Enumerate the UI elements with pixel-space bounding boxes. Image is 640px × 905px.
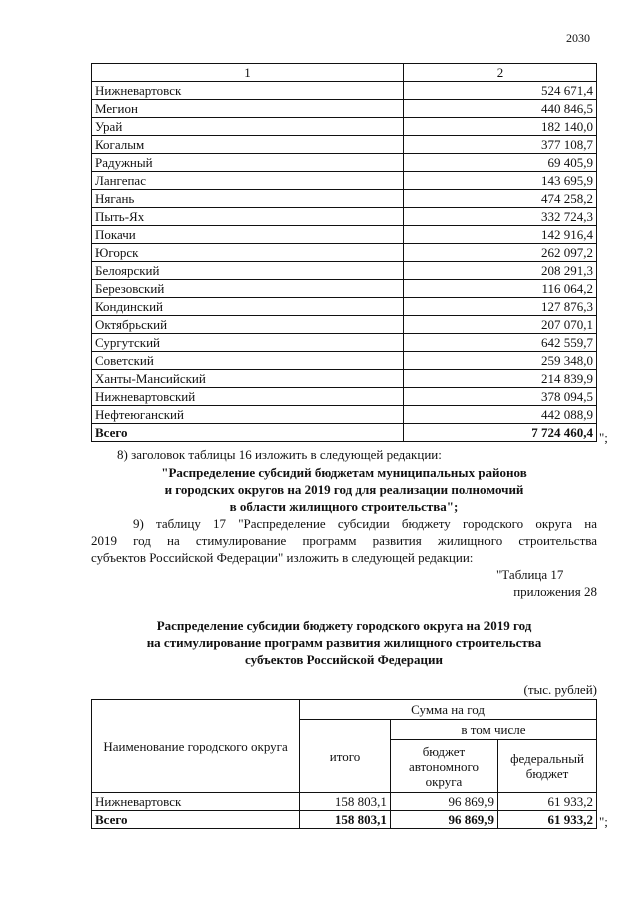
table-17-row [92, 793, 597, 811]
row-value: 182 140,0 [404, 118, 597, 136]
row-value: 377 108,7 [404, 136, 597, 154]
row-name: Когалым [92, 136, 404, 154]
header-incl: в том числе [390, 720, 596, 740]
row-name: Октябрьский [92, 316, 404, 334]
table-row [92, 190, 597, 208]
row-fed: 61 933,2 [498, 793, 597, 811]
table-17-ref-line-2: приложения 28 [513, 584, 597, 599]
row-value: 69 405,9 [404, 154, 597, 172]
table-row [92, 316, 597, 334]
row-name: Мегион [92, 100, 404, 118]
row-value: 143 695,9 [404, 172, 597, 190]
row-name: Березовский [92, 280, 404, 298]
row-value: 332 724,3 [404, 208, 597, 226]
table-row [92, 352, 597, 370]
row-value: 207 070,1 [404, 316, 597, 334]
title-17-line-2: на стимулирование программ развития жилищного строительства [146, 635, 542, 650]
table-row [92, 154, 597, 172]
heading-16-line-2: и городских округов на 2019 год для реализации полномочий [164, 482, 524, 497]
table-row [92, 298, 597, 316]
total-name: Всего [92, 424, 404, 442]
column-header-1: 1 [92, 64, 404, 82]
total-value: 7 724 460,4 [404, 424, 597, 442]
table-row [92, 82, 597, 100]
header-itogo: итого [300, 720, 391, 793]
heading-16-line-1: "Распределение субсидий бюджетам муниципальных районов [161, 465, 527, 480]
units-label: (тыс. рублей) [523, 682, 597, 697]
table-row [92, 370, 597, 388]
total-itogo: 158 803,1 [300, 811, 391, 829]
table-row [92, 244, 597, 262]
page-number: 2030 [566, 31, 590, 45]
table-row [92, 388, 597, 406]
table-row [92, 118, 597, 136]
table-row [92, 136, 597, 154]
row-name: Нижневартовск [92, 82, 404, 100]
row-value: 208 291,3 [404, 262, 597, 280]
row-name: Белоярский [92, 262, 404, 280]
row-auto: 96 869,9 [390, 793, 497, 811]
row-value: 214 839,9 [404, 370, 597, 388]
item-9-line-1: 9) таблицу 17 "Распределение субсидии бюджету городского округа на [133, 516, 597, 531]
row-value: 127 876,3 [404, 298, 597, 316]
table-row [92, 262, 597, 280]
row-name: Урай [92, 118, 404, 136]
table-17-header-row-1 [92, 700, 597, 720]
row-name: Советский [92, 352, 404, 370]
table-total-row [92, 424, 597, 442]
row-name: Кондинский [92, 298, 404, 316]
table-16-body [92, 64, 597, 442]
table-17 [91, 699, 597, 829]
table-row [92, 280, 597, 298]
row-name: Нягань [92, 190, 404, 208]
title-17-line-3: субъектов Российской Федерации [245, 652, 443, 667]
table-17-total-row [92, 811, 597, 829]
total-name: Всего [92, 811, 300, 829]
total-auto: 96 869,9 [390, 811, 497, 829]
row-value: 440 846,5 [404, 100, 597, 118]
quote-end-table-16: "; [599, 430, 608, 445]
heading-16-line-3: в области жилищного строительства"; [229, 499, 459, 514]
table-header-row [92, 64, 597, 82]
row-name: Нижневартовский [92, 388, 404, 406]
header-sum: Сумма на год [300, 700, 597, 720]
quote-end-table-17: "; [599, 814, 608, 829]
row-value: 524 671,4 [404, 82, 597, 100]
row-name: Ханты-Мансийский [92, 370, 404, 388]
total-fed: 61 933,2 [498, 811, 597, 829]
row-value: 262 097,2 [404, 244, 597, 262]
header-fed: федеральный бюджет [498, 740, 597, 793]
header-name: Наименование городского округа [92, 700, 300, 793]
table-17-ref-line-1: "Таблица 17 [496, 567, 564, 582]
row-name: Сургутский [92, 334, 404, 352]
row-value: 378 094,5 [404, 388, 597, 406]
column-header-2: 2 [404, 64, 597, 82]
row-value: 474 258,2 [404, 190, 597, 208]
row-value: 259 348,0 [404, 352, 597, 370]
item-9-line-2: 2019 год на стимулирование программ развития жилищного строительства [91, 533, 597, 548]
title-17-line-1: Распределение субсидии бюджету городского округа на 2019 год [156, 618, 532, 633]
header-auto: бюджет автономного округа [390, 740, 497, 793]
table-16 [91, 63, 597, 442]
table-row [92, 406, 597, 424]
row-itogo: 158 803,1 [300, 793, 391, 811]
row-name: Югорск [92, 244, 404, 262]
row-value: 642 559,7 [404, 334, 597, 352]
row-name: Радужный [92, 154, 404, 172]
row-value: 142 916,4 [404, 226, 597, 244]
table-row [92, 208, 597, 226]
row-name: Нефтеюганский [92, 406, 404, 424]
table-row [92, 100, 597, 118]
row-value: 442 088,9 [404, 406, 597, 424]
row-name: Лангепас [92, 172, 404, 190]
row-name: Пыть-Ях [92, 208, 404, 226]
item-9-line-3: субъектов Российской Федерации" изложить в следующей редакции: [91, 550, 474, 565]
item-8-text: 8) заголовок таблицы 16 изложить в следующей редакции: [117, 447, 442, 462]
table-row [92, 226, 597, 244]
table-row [92, 334, 597, 352]
row-value: 116 064,2 [404, 280, 597, 298]
table-row [92, 172, 597, 190]
row-name: Покачи [92, 226, 404, 244]
row-name: Нижневартовск [92, 793, 300, 811]
